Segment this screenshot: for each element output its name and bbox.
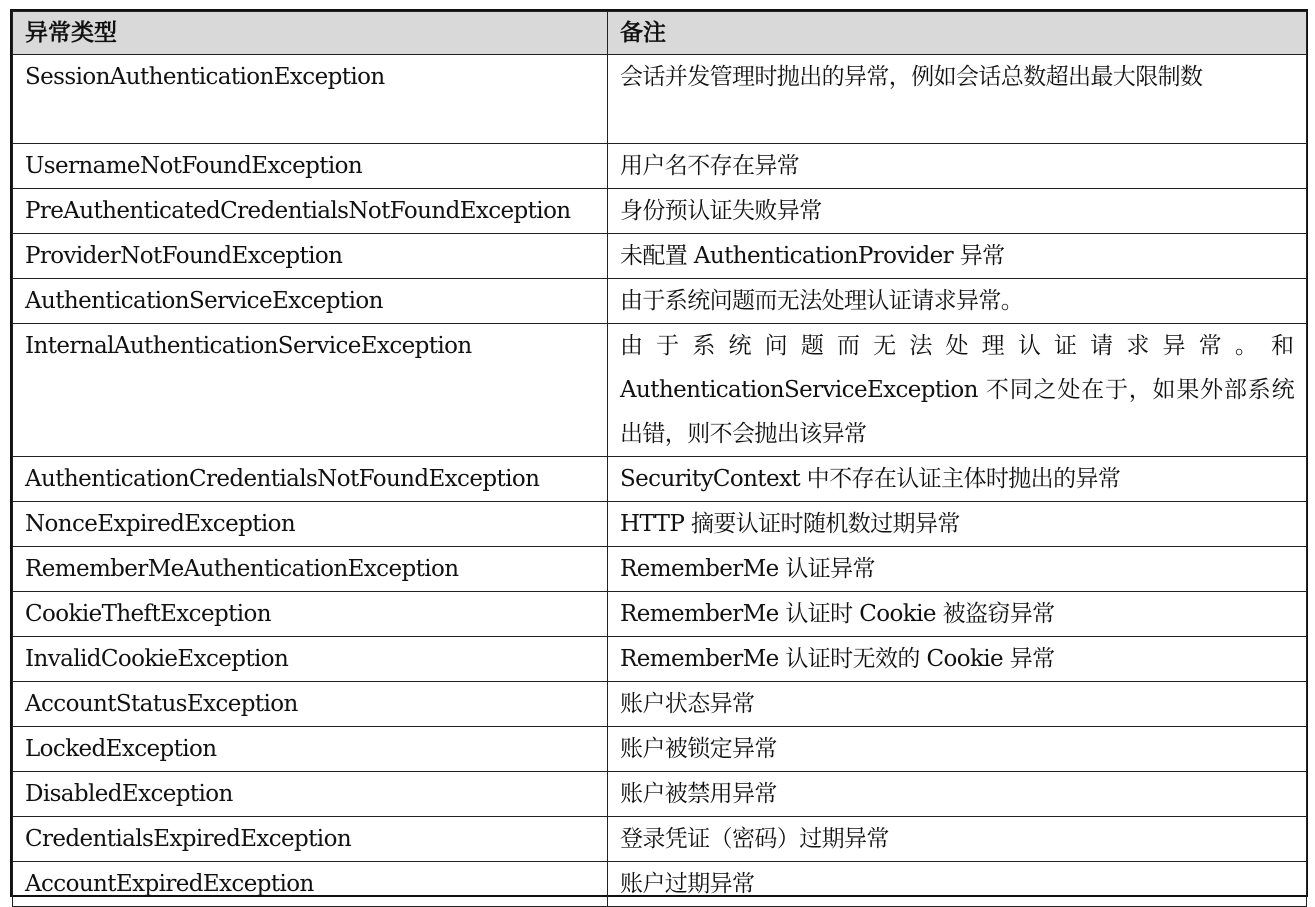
exception-type-cell: InvalidCookieException xyxy=(13,637,608,682)
table-row xyxy=(13,682,1307,727)
exception-type-cell: AuthenticationServiceException xyxy=(13,279,608,324)
exception-note-cell: 账户被禁用异常 xyxy=(608,772,1307,817)
exception-type-cell: SessionAuthenticationException xyxy=(13,55,608,144)
header-exception-type: 异常类型 xyxy=(13,12,608,55)
exception-type-cell: CredentialsExpiredException xyxy=(13,817,608,862)
exception-type-cell: LockedException xyxy=(13,727,608,772)
table-row xyxy=(13,862,1307,907)
exception-note-cell: 账户过期异常 xyxy=(608,862,1307,907)
exception-table-container xyxy=(10,9,1308,897)
note-line-1: 由于系统问题而无法处理认证请求异常。和 xyxy=(620,333,1294,359)
exception-type-cell: PreAuthenticatedCredentialsNotFoundException xyxy=(13,189,608,234)
table-header-row xyxy=(13,12,1307,55)
exception-note-cell: RememberMe 认证异常 xyxy=(608,547,1307,592)
exception-type-cell: AccountStatusException xyxy=(13,682,608,727)
exception-note-cell: 身份预认证失败异常 xyxy=(608,189,1307,234)
exception-note-cell: RememberMe 认证时无效的 Cookie 异常 xyxy=(608,637,1307,682)
exception-type-cell: AuthenticationCredentialsNotFoundException xyxy=(13,457,608,502)
note-line-rest: AuthenticationServiceException 不同之处在于，如果外部系统出错，则不会抛出该异常 xyxy=(620,377,1294,447)
exception-note-cell: 用户名不存在异常 xyxy=(608,144,1307,189)
table-row xyxy=(13,234,1307,279)
exception-table xyxy=(12,11,1307,907)
exception-type-cell: AccountExpiredException xyxy=(13,862,608,907)
exception-type-cell: CookieTheftException xyxy=(13,592,608,637)
table-row xyxy=(13,592,1307,637)
exception-note-cell: 账户被锁定异常 xyxy=(608,727,1307,772)
exception-note-cell: 会话并发管理时抛出的异常，例如会话总数超出最大限制数 xyxy=(608,55,1307,144)
table-row xyxy=(13,502,1307,547)
table-row xyxy=(13,817,1307,862)
exception-note-cell xyxy=(608,324,1307,457)
exception-type-cell: DisabledException xyxy=(13,772,608,817)
exception-note-cell: 账户状态异常 xyxy=(608,682,1307,727)
exception-type-cell: UsernameNotFoundException xyxy=(13,144,608,189)
exception-note-cell: HTTP 摘要认证时随机数过期异常 xyxy=(608,502,1307,547)
exception-type-cell: InternalAuthenticationServiceException xyxy=(13,324,608,457)
exception-note-cell: 未配置 AuthenticationProvider 异常 xyxy=(608,234,1307,279)
table-row xyxy=(13,279,1307,324)
exception-type-cell: NonceExpiredException xyxy=(13,502,608,547)
table-row xyxy=(13,637,1307,682)
table-row xyxy=(13,727,1307,772)
table-row xyxy=(13,324,1307,457)
table-row xyxy=(13,457,1307,502)
exception-note-cell: 登录凭证（密码）过期异常 xyxy=(608,817,1307,862)
exception-type-cell: RememberMeAuthenticationException xyxy=(13,547,608,592)
exception-note-cell: 由于系统问题而无法处理认证请求异常。 xyxy=(608,279,1307,324)
table-row xyxy=(13,547,1307,592)
exception-note-cell: SecurityContext 中不存在认证主体时抛出的异常 xyxy=(608,457,1307,502)
table-row xyxy=(13,55,1307,144)
exception-note-cell: RememberMe 认证时 Cookie 被盗窃异常 xyxy=(608,592,1307,637)
table-row xyxy=(13,144,1307,189)
table-row xyxy=(13,772,1307,817)
header-note: 备注 xyxy=(608,12,1307,55)
table-row xyxy=(13,189,1307,234)
exception-type-cell: ProviderNotFoundException xyxy=(13,234,608,279)
